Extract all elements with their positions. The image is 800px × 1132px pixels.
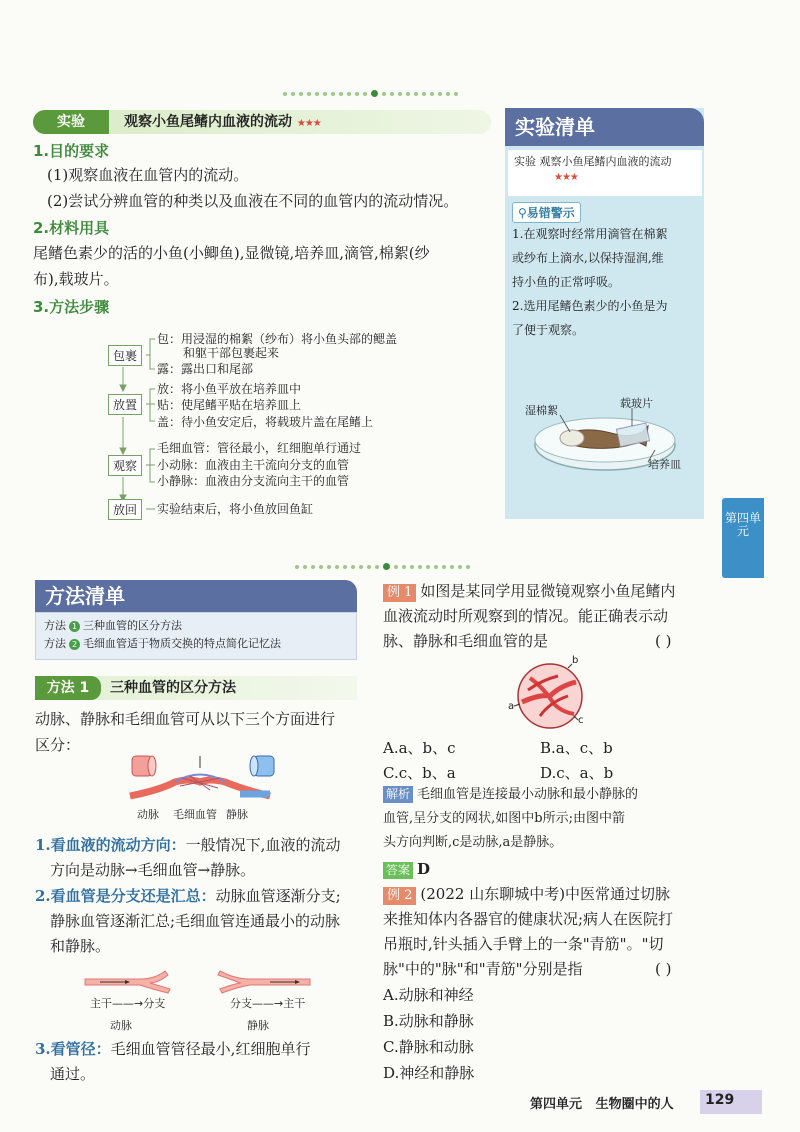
method-list-title: 方法清单 (35, 580, 357, 612)
question-text: (2022 山东聊城中考)中医常通过切脉 (420, 885, 671, 903)
warning-line: 2.选用尾鳍色素少的小鱼是为 (512, 299, 668, 313)
flow-wrap-line-1: 包：用浸湿的棉絮（纱布）将小鱼头部的鳃盖 (157, 332, 398, 346)
point-heading: 1.看血液的流动方向： (35, 836, 186, 854)
method1-tag: 方法 1 (35, 676, 101, 700)
goal-item-2: (2)尝试分辨血管的种类以及血液在不同的血管内的流动情况。 (47, 192, 459, 210)
ex2-option-b[interactable]: B.动脉和静脉 (383, 1012, 474, 1030)
label-a: a (508, 701, 515, 712)
ex2-option-a[interactable]: A.动脉和神经 (383, 986, 474, 1004)
method1-point-1a (35, 832, 340, 858)
method-number: 2 (69, 639, 80, 650)
method1-point-2a (35, 883, 341, 909)
analysis-text: 毛细血管是连接最小动脉和最小静脉的 (417, 787, 639, 802)
method1-intro-1: 动脉、静脉和毛细血管可从以下三个方面进行 (35, 710, 336, 728)
answer-line (383, 856, 430, 882)
ex2-option-d[interactable]: D.神经和静脉 (383, 1064, 475, 1082)
branch-figure (80, 965, 350, 997)
method-list-body (35, 612, 357, 660)
materials-heading: 2.材料用具 (33, 219, 110, 237)
vessels-figure (120, 752, 280, 808)
flow-place-line-1: 放：将小鱼平放在培养皿中 (157, 382, 302, 396)
point-text: 动脉血管逐渐分支; (215, 887, 341, 905)
method1-title: 三种血管的区分方法 (110, 680, 236, 696)
flow-place-line-2: 贴：使尾鳍平贴在培养皿上 (157, 398, 302, 412)
example2-line-1 (383, 881, 670, 907)
method1-point-1b: 方向是动脉→毛细血管→静脉。 (50, 861, 256, 879)
point-heading: 2.看血管是分支还是汇总： (35, 887, 216, 905)
label-cotton: 湿棉絮 (525, 404, 558, 417)
point-heading: 3.看管径： (35, 1040, 111, 1058)
flow-box-observe: 观察 (108, 455, 142, 476)
option-a[interactable]: A.a、b、c (383, 739, 456, 757)
method-list-item-2 (44, 635, 348, 653)
checklist-stars: ★★★ (554, 172, 578, 183)
option-b[interactable]: B.a、c、b (540, 739, 613, 757)
example-tag: 例 1 (383, 584, 416, 602)
footer-unit (530, 1093, 674, 1112)
flow-box-return: 放回 (108, 499, 142, 520)
flow-wrap-line-2: 和躯干部包裹起来 (183, 346, 280, 360)
goal-heading: 1.目的要求 (33, 142, 110, 160)
flow-observe-line-2: 小动脉：血液由主干流向分支的血管 (157, 458, 350, 472)
label-dish: 培养皿 (648, 458, 681, 471)
method1-point-2b: 静脉血管逐渐汇总;毛细血管连通最小的动脉 (50, 912, 341, 930)
page-number: 129 (705, 1092, 735, 1108)
point-text: 一般情况下,血液的流动 (185, 836, 341, 854)
option-c[interactable]: C.c、b、a (383, 764, 456, 782)
method1-point-3b: 通过。 (50, 1065, 96, 1083)
vein-name-label: 静脉 (247, 1019, 269, 1032)
flow-return-line: 实验结束后，将小鱼放回鱼缸 (157, 502, 314, 516)
ex2-option-c[interactable]: C.静脉和动脉 (383, 1038, 474, 1056)
mid-separator (295, 556, 485, 562)
method-item-text: 毛细血管适于物质交换的特点简化记忆法 (83, 637, 281, 650)
method1-intro-2: 区分： (35, 736, 81, 754)
example1-line-1 (383, 578, 675, 604)
example2-paren: ( ) (655, 960, 672, 978)
example1-line-2: 血液流动时所观察到的情况。能正确表示动 (383, 607, 669, 625)
warning-line: 1.在观察时经常用滴管在棉絮 (512, 227, 668, 241)
label-c: c (578, 715, 584, 726)
warning-tag-text: 易错警示 (526, 206, 575, 220)
analysis-line-3: 头方向判断,c是动脉,a是静脉。 (383, 835, 563, 850)
top-separator (283, 83, 473, 89)
analysis-line-1 (383, 782, 638, 808)
flow-box-wrap: 包裹 (108, 345, 142, 366)
analysis-tag: 解析 (383, 786, 413, 803)
warning-line: 持小鱼的正常呼吸。 (512, 275, 621, 289)
label-b: b (572, 655, 579, 666)
materials-line-1: 尾鳍色素少的活的小鱼(小鲫鱼),显微镜,培养皿,滴管,棉絮(纱 (33, 244, 430, 262)
flow-box-place: 放置 (108, 394, 142, 415)
checklist-title: 实验清单 (505, 108, 704, 146)
unit-side-tab[interactable]: 第四单元 (722, 498, 764, 578)
vein-flow-label: 分支——→主干 (230, 997, 306, 1010)
warning-line: 或纱布上滴水,以保持湿润,维 (512, 251, 664, 265)
magnifier-icon: ⚲ (518, 206, 527, 220)
materials-line-2: 布),载玻片。 (33, 270, 119, 288)
analysis-line-2: 血管,呈分支的网状,如图中b所示;由图中箭 (383, 811, 625, 826)
experiment-title-text: 观察小鱼尾鳍内血液的流动 (124, 114, 292, 130)
label-artery: 动脉 (137, 808, 159, 821)
answer-tag: 答案 (383, 862, 413, 879)
method-item-text: 三种血管的区分方法 (83, 619, 182, 632)
checklist-item (508, 150, 702, 196)
flow-observe-line-1: 毛细血管：管径最小，红细胞单行通过 (157, 441, 362, 455)
capillary-figure (510, 656, 600, 736)
example2-line-4: 脉"中的"脉"和"青筋"分别是指 (383, 960, 583, 978)
method-list-item-1 (44, 617, 348, 635)
difficulty-stars: ★★★ (296, 118, 321, 129)
warning-tag (512, 202, 581, 223)
point-text: 毛细血管管径最小,红细胞单行 (110, 1040, 311, 1058)
flow-wrap-line-3: 露：露出口和尾部 (157, 362, 254, 376)
warning-line: 了便于观察。 (512, 323, 585, 337)
example2-line-3: 吊瓶时,针头插入手臂上的一条"青筋"。"切 (383, 935, 664, 953)
label-capillary: 毛细血管 (173, 808, 217, 821)
option-d[interactable]: D.c、a、b (540, 764, 614, 782)
method1-point-3a (35, 1036, 310, 1062)
method-number: 1 (69, 621, 80, 632)
label-vein: 静脉 (226, 808, 248, 821)
method-prefix: 方法 (44, 637, 66, 650)
artery-flow-label: 主干——→分支 (90, 997, 166, 1010)
method1-point-2c: 和静脉。 (50, 937, 111, 955)
footer-chapter: 生物圈中的人 (595, 1097, 674, 1112)
flow-observe-line-3: 小静脉：血液由分支流向主干的血管 (157, 474, 350, 488)
experiment-tag: 实验 (33, 110, 109, 134)
experiment-title (124, 110, 321, 136)
flow-place-line-3: 盖：待小鱼安定后，将载玻片盖在尾鳍上 (157, 415, 374, 429)
method-heading: 3.方法步骤 (33, 298, 110, 316)
method-prefix: 方法 (44, 619, 66, 632)
footer-unit-text: 第四单元 (530, 1097, 583, 1112)
warning-text (512, 222, 698, 342)
example-tag: 例 2 (383, 887, 416, 905)
example1-line-3: 脉、静脉和毛细血管的是 (383, 632, 549, 650)
example1-paren: ( ) (655, 632, 672, 650)
label-slide: 载玻片 (620, 397, 653, 410)
example2-line-2: 来推知体内各器官的健康状况;病人在医院打 (383, 910, 674, 928)
answer-value: D (417, 860, 431, 878)
checklist-item-text: 实验 观察小鱼尾鳍内血液的流动 (514, 155, 672, 168)
artery-name-label: 动脉 (110, 1019, 132, 1032)
goal-item-1: (1)观察血液在血管内的流动。 (47, 166, 249, 184)
question-text: 如图是某同学用显微镜观察小鱼尾鳍内 (420, 582, 676, 600)
